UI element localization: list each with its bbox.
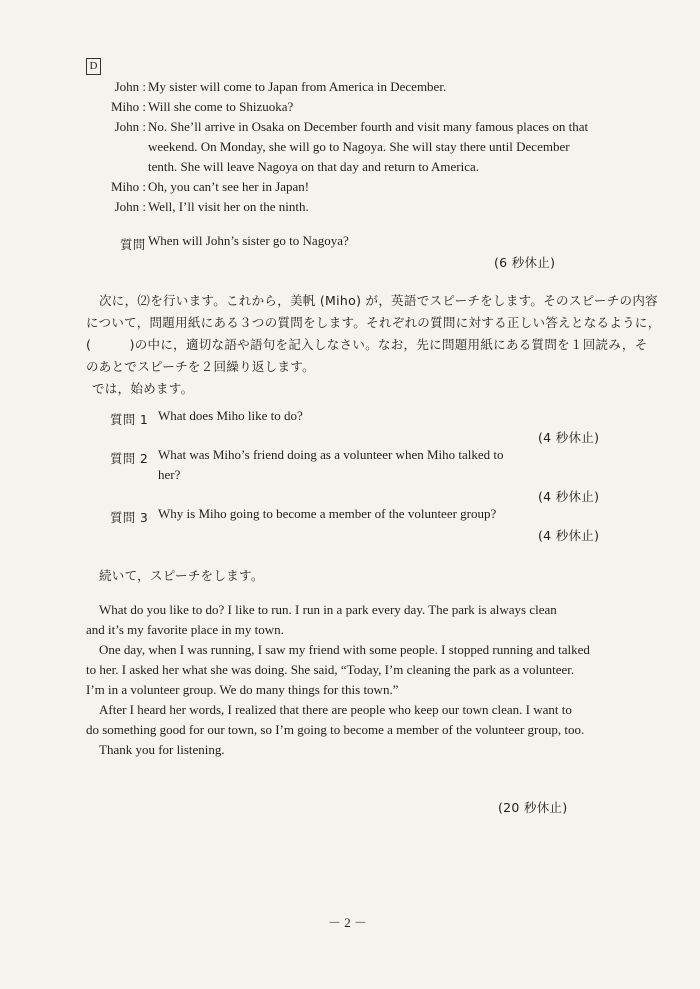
dialogue-line: Oh, you can’t see her in Japan!	[148, 179, 310, 194]
question-label: 質問	[120, 237, 146, 252]
question-label: 質問 3	[110, 510, 149, 525]
pause-note: (4 秒休止)	[538, 528, 600, 543]
question-text: What was Miho’s friend doing as a volunteer when Miho talked to	[158, 447, 504, 462]
speech-line: Thank you for listening.	[99, 742, 225, 757]
speech-line: and it’s my favorite place in my town.	[86, 622, 284, 637]
section-label: D	[86, 58, 101, 75]
speech-line: After I heard her words, I realized that there are people who keep our town clean. I want to	[99, 702, 572, 717]
speaker-label: John :	[114, 119, 146, 134]
pause-note: (20 秒休止)	[498, 800, 568, 815]
dialogue-line: tenth. She will leave Nagoya on that day and return to America.	[148, 159, 480, 174]
speech-line: do something good for our town, so I’m going to become a member of the volunteer group, too.	[86, 722, 585, 737]
dialogue-line: weekend. On Monday, she will go to Nagoya. She will stay there until December	[148, 139, 570, 154]
speech-line: One day, when I was running, I saw my friend with some people. I stopped running and talked	[99, 642, 590, 657]
speaker-label: Miho :	[110, 179, 146, 194]
instruction-line: のあとでスピーチを２回繰り返します。	[86, 359, 315, 374]
question-label: 質問 1	[110, 412, 149, 427]
question-text: What does Miho like to do?	[158, 408, 303, 423]
pause-note: (4 秒休止)	[538, 489, 600, 504]
question-text: Why is Miho going to become a member of the volunteer group?	[158, 506, 497, 521]
dialogue-line: No. She’ll arrive in Osaka on December fourth and visit many famous places on that	[148, 119, 589, 134]
dialogue-line: My sister will come to Japan from America in December.	[148, 79, 447, 94]
question-text: When will John’s sister go to Nagoya?	[148, 233, 349, 248]
question-label: 質問 2	[110, 451, 149, 466]
instruction-line: 次に，⑵を行います。これから，美帆 (Miho) が，英語でスピーチをします。そのスピーチの内容	[99, 293, 658, 308]
speaker-label: John :	[114, 79, 146, 94]
dialogue-line: Will she come to Shizuoka?	[148, 99, 294, 114]
page-number: － 2 －	[328, 915, 368, 930]
speech-intro: 続いて，スピーチをします。	[99, 568, 264, 583]
speech-line: I’m in a volunteer group. We do many things for this town.”	[86, 682, 399, 697]
dialogue-line: Well, I’ll visit her on the ninth.	[148, 199, 309, 214]
instruction-line: ( )の中に，適切な語や語句を記入しなさい。なお，先に問題用紙にある質問を１回読み，そ	[86, 337, 648, 352]
question-text: her?	[158, 467, 181, 482]
speaker-label: John :	[114, 199, 146, 214]
pause-note: (4 秒休止)	[538, 430, 600, 445]
speaker-label: Miho :	[110, 99, 146, 114]
speech-line: What do you like to do? I like to run. I run in a park every day. The park is always clean	[99, 602, 557, 617]
instruction-line: では，始めます。	[92, 381, 194, 396]
instruction-line: について，問題用紙にある３つの質問をします。それぞれの質問に対する正しい答えとなるように，	[86, 315, 661, 330]
pause-note: (6 秒休止)	[494, 255, 556, 270]
speech-line: to her. I asked her what she was doing. She said, “Today, I’m cleaning the park as a volunteer.	[86, 662, 575, 677]
